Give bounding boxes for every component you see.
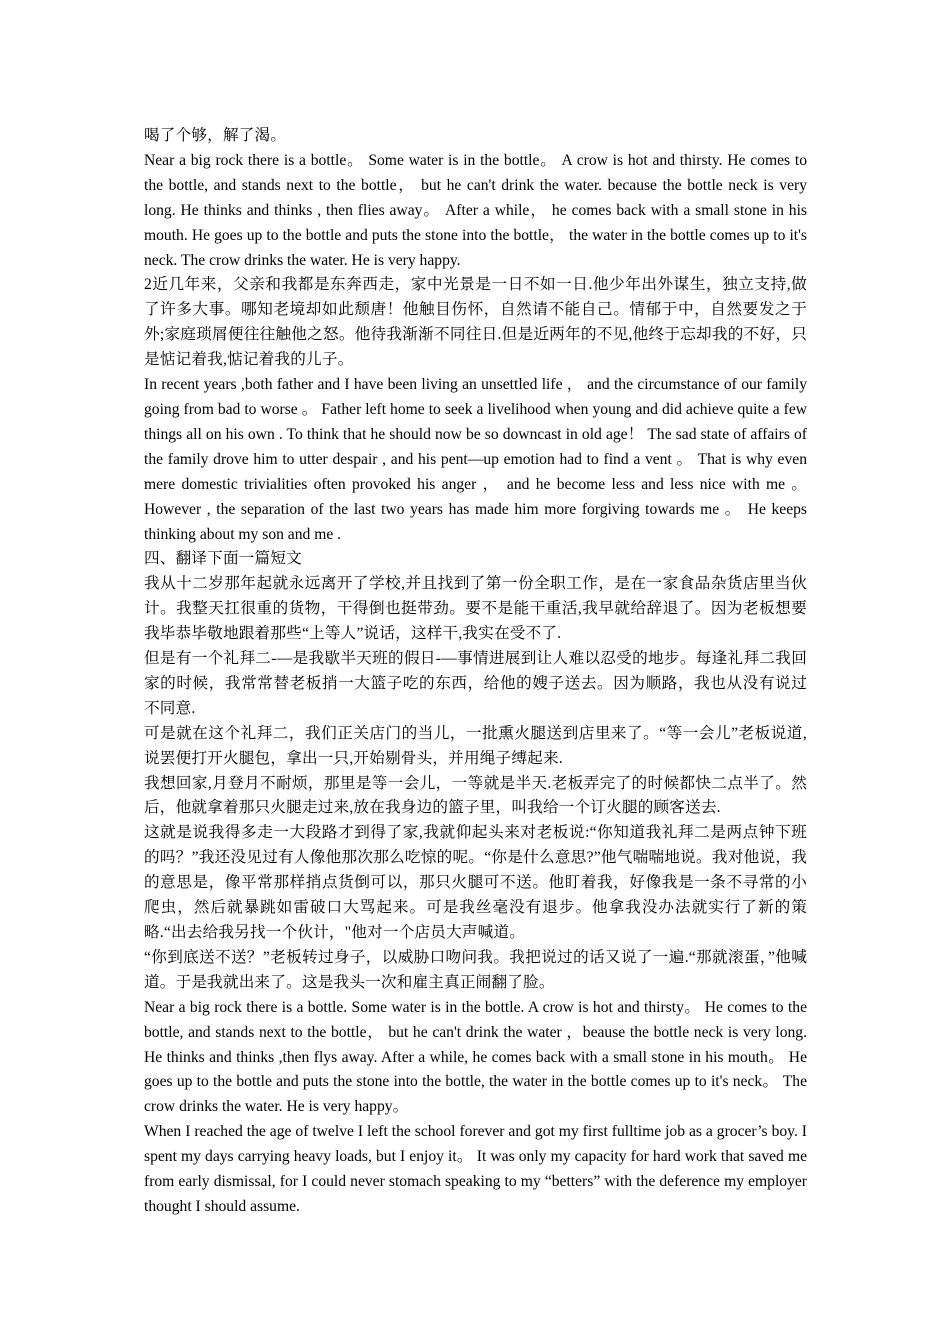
paragraph-grocer-english: When I reached the age of twelve I left the school forever and got my first fulltime job as a grocer’s boy. I spent my days carrying heavy loads, but I enjoy it。 It was only my capacity for hard work that saved me from early dismissal, for I could never stomach speaking to my “betters” with the deference my employer thought I should assume. <box>144 1123 807 1215</box>
paragraph-grocer-chinese-5: 这就是说我得多走一大段路才到得了家,我就仰起头来对老板说:“你知道我礼拜二是两点钟下班的吗？”我还没见过有人像他那次那么吃惊的呢。“你是什么意思?”他气喘喘地说。我对他说，我的意思是，像平常那样捎点货倒可以，那只火腿可不送。他盯着我，好像我是一条不寻常的小爬虫，然后就暴跳如雷破口大骂起来。可是我丝毫没有退步。他拿我没办法就实行了新的策略.“出去给我另找一个伙计，"他对一个店员大声喊道。 <box>144 824 807 941</box>
paragraph-chinese-ending: 喝了个够，解了渴。 <box>144 127 287 144</box>
paragraph-grocer-chinese-2: 但是有一个礼拜二-—是我歇半天班的假日-—事情进展到让人难以忍受的地步。每逢礼拜二我回家的时候，我常常替老板捎一大篮子吃的东西，给他的嫂子送去。因为顺路，我也从没有说过不同意. <box>144 650 807 717</box>
paragraph-grocer-chinese-4: 我想回家,月登月不耐烦，那里是等一会儿，一等就是半天.老板弄完了的时候都快二点半了。然后，他就拿着那只火腿走过来,放在我身边的篮子里，叫我给一个订火腿的顾客送去. <box>144 774 807 817</box>
paragraph-father-english: In recent years ,both father and I have been living an unsettled life ， and the circumstance of our family going from bad to worse 。 Father left home to seek a livelihood when young and did achieve quite a few things all on his own . To think that he should now be so downcast in old age！ The sad state of affairs of the family drove him to utter despair , and his pent—up emotion had to find a vent 。 That is why even mere domestic trivialities often provoked his anger ， and he become less and less nice with me 。 However , the separation of the last two years has made him more forgiving towards me 。 He keeps thinking about my son and me . <box>144 376 807 543</box>
paragraph-father-chinese: 2近几年来，父亲和我都是东奔西走，家中光景是一日不如一日.他少年出外谋生，独立支持,做了许多大事。哪知老境却如此颓唐！他触目伤怀，自然请不能自己。情郁于中，自然要发之于外;家庭琐屑便往往触他之怒。他待我渐渐不同往日.但是近两年的不见,他终于忘却我的不好，只是惦记着我,惦记着我的儿子。 <box>144 276 807 369</box>
paragraph-grocer-chinese-1: 我从十二岁那年起就永远离开了学校,并且找到了第一份全职工作，是在一家食品杂货店里当伙计。我整天扛很重的货物，干得倒也挺带劲。要不是能干重活,我早就给辞退了。因为老板想要我毕恭毕敬地跟着那些“上等人”说话，这样干,我实在受不了. <box>144 575 807 643</box>
paragraph-crow-story-english-2: Near a big rock there is a bottle. Some water is in the bottle. A crow is hot and thirsty。 He comes to the bottle, and stands next to the bottle， but he can't drink the water ，beause the bottle neck is very long. He thinks and thinks ,then flys away. After a while, he comes back with a small stone in his mouth。 He goes up to the bottle and puts the stone into the bottle, the water in the bottle comes up to it's neck。 The crow drinks the water. He is very happy。 <box>144 998 807 1116</box>
paragraph-crow-story-english-1: Near a big rock there is a bottle。 Some water is in the bottle。 A crow is hot and thirsty. He comes to the bottle, and stands next to the bottle， but he can't drink the water. because the bottle neck is very long. He thinks and thinks , then flies away。 After a while， he comes back with a small stone in his mouth. He goes up to the bottle and puts the stone into the bottle， the water in the bottle comes up to it's neck. The crow drinks the water. He is very happy. <box>144 151 807 269</box>
section-heading-translate: 四、翻译下面一篇短文 <box>144 550 302 568</box>
paragraph-grocer-chinese-3: 可是就在这个礼拜二，我们正关店门的当儿，一批熏火腿送到店里来了。“等一会儿”老板说道,说罢便打开火腿包，拿出一只,开始剔骨头，并用绳子缚起来. <box>144 724 807 767</box>
paragraph-grocer-chinese-6: “你到底送不送？”老板转过身子，以威胁口吻问我。我把说过的话又说了一遍.“那就滚蛋，”他喊道。于是我就出来了。这是我头一次和雇主真正闹翻了脸。 <box>144 948 807 991</box>
